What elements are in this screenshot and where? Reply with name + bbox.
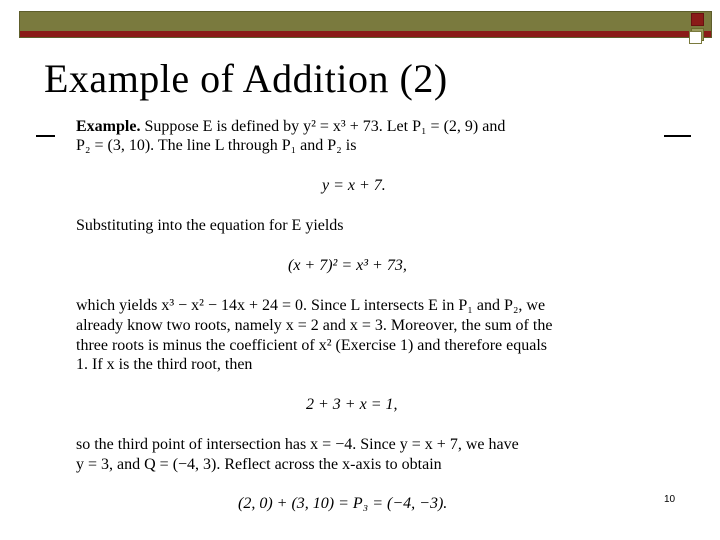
rule-left (36, 135, 55, 137)
body-line-5: already know two roots, namely x = 2 and x = 3. Moreover, the sum of the (76, 317, 553, 334)
body-line-2: P₂ = (3, 10). The line L through P₁ and P₂ is (76, 137, 357, 154)
body-line-7: 1. If x is the third root, then (76, 356, 253, 373)
header-stripe (20, 31, 711, 37)
page-number: 10 (664, 494, 676, 505)
body-line-1-text: Suppose E is defined by y² = x³ + 73. Let P₁ = (2, 9) and (144, 118, 506, 135)
body-line-1 (76, 118, 505, 136)
equation-sum: (2, 0) + (3, 10) = P₃ = (−4, −3). (238, 495, 448, 512)
body-line-3: Substituting into the equation for E yields (76, 217, 344, 234)
corner-square-white (689, 31, 702, 44)
equation-roots: 2 + 3 + x = 1, (306, 396, 398, 413)
body-line-8: so the third point of intersection has x = −4. Since y = x + 7, we have (76, 436, 519, 453)
corner-square-red (691, 13, 704, 26)
equation-curve: (x + 7)² = x³ + 73, (288, 257, 407, 274)
example-label: Example. (76, 118, 141, 135)
header-bar (19, 11, 712, 38)
body-line-9: y = 3, and Q = (−4, 3). Reflect across the x-axis to obtain (76, 456, 442, 473)
rule-right (664, 135, 691, 137)
slide-title: Example of Addition (2) (44, 56, 448, 101)
body-line-6: three roots is minus the coefficient of x² (Exercise 1) and therefore equals (76, 337, 547, 354)
body-line-4: which yields x³ − x² − 14x + 24 = 0. Since L intersects E in P₁ and P₂, we (76, 297, 546, 314)
equation-line: y = x + 7. (322, 177, 386, 194)
